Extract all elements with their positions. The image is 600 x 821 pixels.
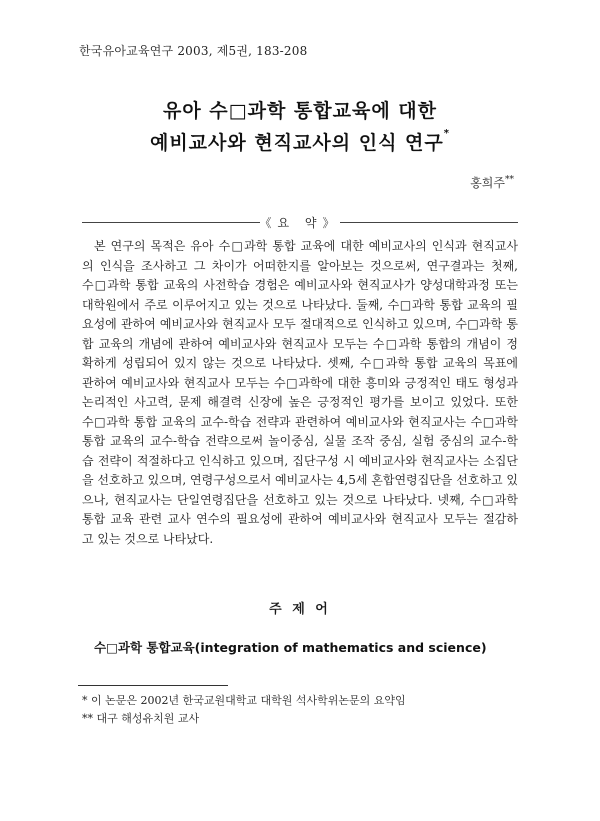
- abstract-line: 통합 교육 관련 교사 연수의 필요성에 관하여 예비교사와 현직교사 모두는 절감하: [82, 512, 518, 526]
- abstract-heading: [82, 214, 518, 230]
- abstract-body: [82, 237, 518, 549]
- abstract-line: 대학원에서 주로 이루어지고 있는 것으로 나타났다. 둘째, 수□과학 통합 교육의 필: [82, 297, 518, 312]
- abstract-line: 을 선호하고 있으며, 연령구성으로서 예비교사는 4,5세 혼합연령집단을 선호하고 있: [82, 473, 518, 487]
- title-line-1: 유아 수□과학 통합교육에 대한: [162, 100, 438, 122]
- abstract-line: 본 연구의 목적은 유아 수□과학 통합 교육에 대한 예비교사의 인식과 현직교사: [94, 239, 518, 253]
- abstract-line: 으나, 현직교사는 단일연령집단을 선호하고 있는 것으로 나타났다. 넷째, 수□과학: [82, 492, 518, 507]
- author-name: [470, 174, 514, 191]
- author-name-text: 홍희주: [470, 176, 505, 190]
- footnote-1: * 이 논문은 2002년 한국교원대학교 대학원 석사학위논문의 요약임: [82, 694, 406, 707]
- journal-header: 한국유아교육연구 2003, 제5권, 183-208: [79, 44, 308, 58]
- abstract-line: 논리적인 사고력, 문제 해결력 신장에 높은 긍정적인 평가를 보이고 있었다. 또한: [82, 395, 518, 409]
- abstract-rule-right: [340, 222, 518, 223]
- title-line-2-text: 예비교사와 현직교사의 인식 연구: [149, 132, 444, 154]
- abstract-line: 합 교육의 개념에 관하여 예비교사와 현직교사 모두는 수□과학 통합의 개념이 정: [82, 336, 518, 351]
- abstract-line: 수□과학 통합 교육의 사전학습 경험은 예비교사와 현직교사가 양성대학과정 또는: [82, 278, 518, 292]
- title-footnote-mark: *: [443, 128, 451, 139]
- abstract-line: 고 있는 것으로 나타났다.: [82, 531, 214, 546]
- abstract-line: 의 인식을 조사하고 그 차이가 어떠한지를 알아보는 것으로써, 연구결과는 첫째,: [82, 258, 518, 273]
- abstract-heading-label: 《요 약》: [259, 216, 341, 230]
- abstract-line: 확하게 성립되어 있지 않는 것으로 나타났다. 셋째, 수□과학 통합 교육의 목표에: [82, 356, 518, 370]
- footnote-rule: [78, 685, 228, 686]
- abstract-line: 관하여 예비교사와 현직교사 모두는 수□과학에 대한 흥미와 긍정적인 태도 형성과: [82, 375, 518, 390]
- abstract-line: 수□과학 통합 교육의 교수-학습 전략과 관련하여 예비교사와 현직교사는 수□과학: [82, 414, 518, 429]
- author-footnote-mark: **: [505, 175, 514, 185]
- title-line-2: [0, 128, 600, 155]
- footnote-2: ** 대구 해성유치원 교사: [82, 712, 200, 725]
- keyword-term: 수□과학 통합교육(integration of mathematics and science): [94, 640, 487, 655]
- abstract-line: 습 전략이 적절하다고 인식하고 있으며, 집단구성 시 예비교사와 현직교사는 소집단: [82, 453, 518, 468]
- keywords-heading: 주 제 어: [269, 602, 331, 617]
- abstract-line: 통합 교육의 교수-학습 전략으로써 놀이중심, 실물 조작 중심, 실험 중심의 교수-학: [82, 434, 518, 448]
- abstract-line: 요성에 관하여 예비교사와 현직교사 모두 절대적으로 인식하고 있으며, 수□과학 통: [82, 317, 518, 331]
